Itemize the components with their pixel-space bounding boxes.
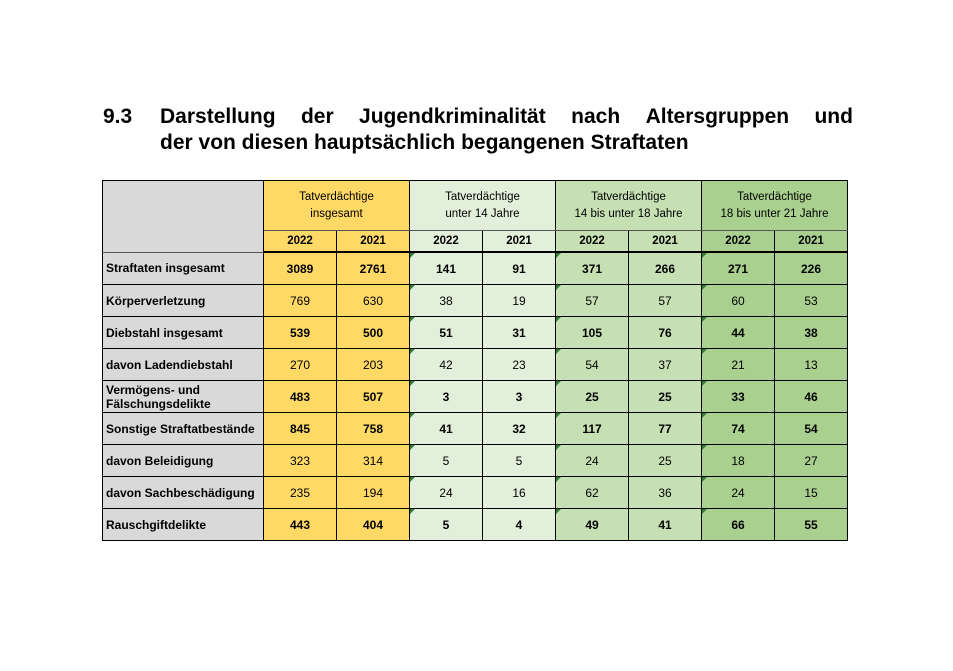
group-header-total xyxy=(264,181,410,231)
youth-crime-table xyxy=(102,180,848,541)
year-header: 2022 xyxy=(264,231,337,253)
table-cell: 758 xyxy=(337,413,410,445)
row-label: Rauschgiftdelikte xyxy=(103,509,264,541)
group-header-line: insgesamt xyxy=(310,207,363,220)
table-cell: 404 xyxy=(337,509,410,541)
table-cell: 66 xyxy=(702,509,775,541)
table-cell: 2761 xyxy=(337,252,410,285)
section-title xyxy=(160,104,853,156)
table-row xyxy=(103,252,848,285)
table-cell: 203 xyxy=(337,349,410,381)
group-header-line: 18 bis unter 21 Jahre xyxy=(720,207,829,220)
table-row xyxy=(103,349,848,381)
table-cell: 15 xyxy=(775,477,848,509)
table-cell: 3 xyxy=(483,381,556,413)
group-header-line: Tatverdächtige xyxy=(299,190,374,203)
table-cell: 74 xyxy=(702,413,775,445)
table-cell: 371 xyxy=(556,252,629,285)
table-cell: 266 xyxy=(629,252,702,285)
table-cell: 57 xyxy=(629,285,702,317)
section-title-line-2: der von diesen hauptsächlich begangenen Straftaten xyxy=(160,131,689,154)
table-cell: 62 xyxy=(556,477,629,509)
table-cell: 500 xyxy=(337,317,410,349)
table-row xyxy=(103,477,848,509)
year-header: 2021 xyxy=(629,231,702,253)
title-word: nach xyxy=(571,105,621,128)
table-cell: 141 xyxy=(410,252,483,285)
year-header: 2022 xyxy=(410,231,483,253)
table-row xyxy=(103,317,848,349)
table-cell: 49 xyxy=(556,509,629,541)
title-word: Darstellung xyxy=(160,105,276,128)
table-cell: 270 xyxy=(264,349,337,381)
year-header: 2021 xyxy=(483,231,556,253)
table-cell: 845 xyxy=(264,413,337,445)
table-cell: 32 xyxy=(483,413,556,445)
row-label: davon Beleidigung xyxy=(103,445,264,477)
year-header: 2021 xyxy=(337,231,410,253)
table-cell: 507 xyxy=(337,381,410,413)
group-header-18-21 xyxy=(702,181,848,231)
row-label: Straftaten insgesamt xyxy=(103,252,264,285)
group-header-14-18 xyxy=(556,181,702,231)
table-cell: 24 xyxy=(556,445,629,477)
table-cell: 41 xyxy=(629,509,702,541)
table-cell: 76 xyxy=(629,317,702,349)
table-row xyxy=(103,381,848,413)
table-cell: 323 xyxy=(264,445,337,477)
row-label: Sonstige Straftatbestände xyxy=(103,413,264,445)
table-cell: 769 xyxy=(264,285,337,317)
table-cell: 42 xyxy=(410,349,483,381)
table-cell: 91 xyxy=(483,252,556,285)
table-cell: 5 xyxy=(483,445,556,477)
table-cell: 77 xyxy=(629,413,702,445)
table-cell: 194 xyxy=(337,477,410,509)
table-cell: 13 xyxy=(775,349,848,381)
table-cell: 53 xyxy=(775,285,848,317)
table-cell: 4 xyxy=(483,509,556,541)
table-cell: 27 xyxy=(775,445,848,477)
table-cell: 24 xyxy=(702,477,775,509)
section-number: 9.3 xyxy=(103,105,133,128)
table-cell: 443 xyxy=(264,509,337,541)
table-cell: 539 xyxy=(264,317,337,349)
table-cell: 5 xyxy=(410,509,483,541)
section-title-line-1 xyxy=(160,104,853,130)
group-header-line: unter 14 Jahre xyxy=(445,207,520,220)
table-cell: 51 xyxy=(410,317,483,349)
table-cell: 44 xyxy=(702,317,775,349)
table-row xyxy=(103,413,848,445)
table-cell: 38 xyxy=(775,317,848,349)
year-header: 2021 xyxy=(775,231,848,253)
table-cell: 5 xyxy=(410,445,483,477)
table-cell: 483 xyxy=(264,381,337,413)
title-word: und xyxy=(814,105,853,128)
group-header-line: Tatverdächtige xyxy=(737,190,812,203)
table-cell: 271 xyxy=(702,252,775,285)
table-cell: 25 xyxy=(629,381,702,413)
table-cell: 3 xyxy=(410,381,483,413)
table-cell: 314 xyxy=(337,445,410,477)
table-cell: 630 xyxy=(337,285,410,317)
table-row xyxy=(103,509,848,541)
group-header-line: 14 bis unter 18 Jahre xyxy=(574,207,683,220)
table-cell: 54 xyxy=(775,413,848,445)
row-label: Vermögens- und Fälschungsdelikte xyxy=(103,381,264,413)
row-label: davon Ladendiebstahl xyxy=(103,349,264,381)
group-header-under-14 xyxy=(410,181,556,231)
table-cell: 105 xyxy=(556,317,629,349)
table-cell: 25 xyxy=(556,381,629,413)
table-row xyxy=(103,445,848,477)
table-cell: 235 xyxy=(264,477,337,509)
table-cell: 19 xyxy=(483,285,556,317)
table-cell: 226 xyxy=(775,252,848,285)
year-header: 2022 xyxy=(556,231,629,253)
row-label: davon Sachbeschädigung xyxy=(103,477,264,509)
table-cell: 36 xyxy=(629,477,702,509)
title-word: Altersgruppen xyxy=(645,105,790,128)
table-cell: 117 xyxy=(556,413,629,445)
group-header-line: Tatverdächtige xyxy=(591,190,666,203)
table-cell: 23 xyxy=(483,349,556,381)
table-cell: 33 xyxy=(702,381,775,413)
table-cell: 55 xyxy=(775,509,848,541)
table-cell: 25 xyxy=(629,445,702,477)
title-word: Jugendkriminalität xyxy=(359,105,546,128)
table-cell: 21 xyxy=(702,349,775,381)
title-word: der xyxy=(300,105,334,128)
table-row xyxy=(103,285,848,317)
table-cell: 57 xyxy=(556,285,629,317)
group-header-line: Tatverdächtige xyxy=(445,190,520,203)
table-cell: 41 xyxy=(410,413,483,445)
table-cell: 46 xyxy=(775,381,848,413)
table-cell: 3089 xyxy=(264,252,337,285)
table-cell: 38 xyxy=(410,285,483,317)
table-cell: 24 xyxy=(410,477,483,509)
year-header: 2022 xyxy=(702,231,775,253)
table-cell: 16 xyxy=(483,477,556,509)
table-cell: 60 xyxy=(702,285,775,317)
table-cell: 18 xyxy=(702,445,775,477)
table-corner-cell xyxy=(103,181,264,253)
row-label: Körperverletzung xyxy=(103,285,264,317)
table-cell: 31 xyxy=(483,317,556,349)
table-cell: 37 xyxy=(629,349,702,381)
row-label: Diebstahl insgesamt xyxy=(103,317,264,349)
table-cell: 54 xyxy=(556,349,629,381)
